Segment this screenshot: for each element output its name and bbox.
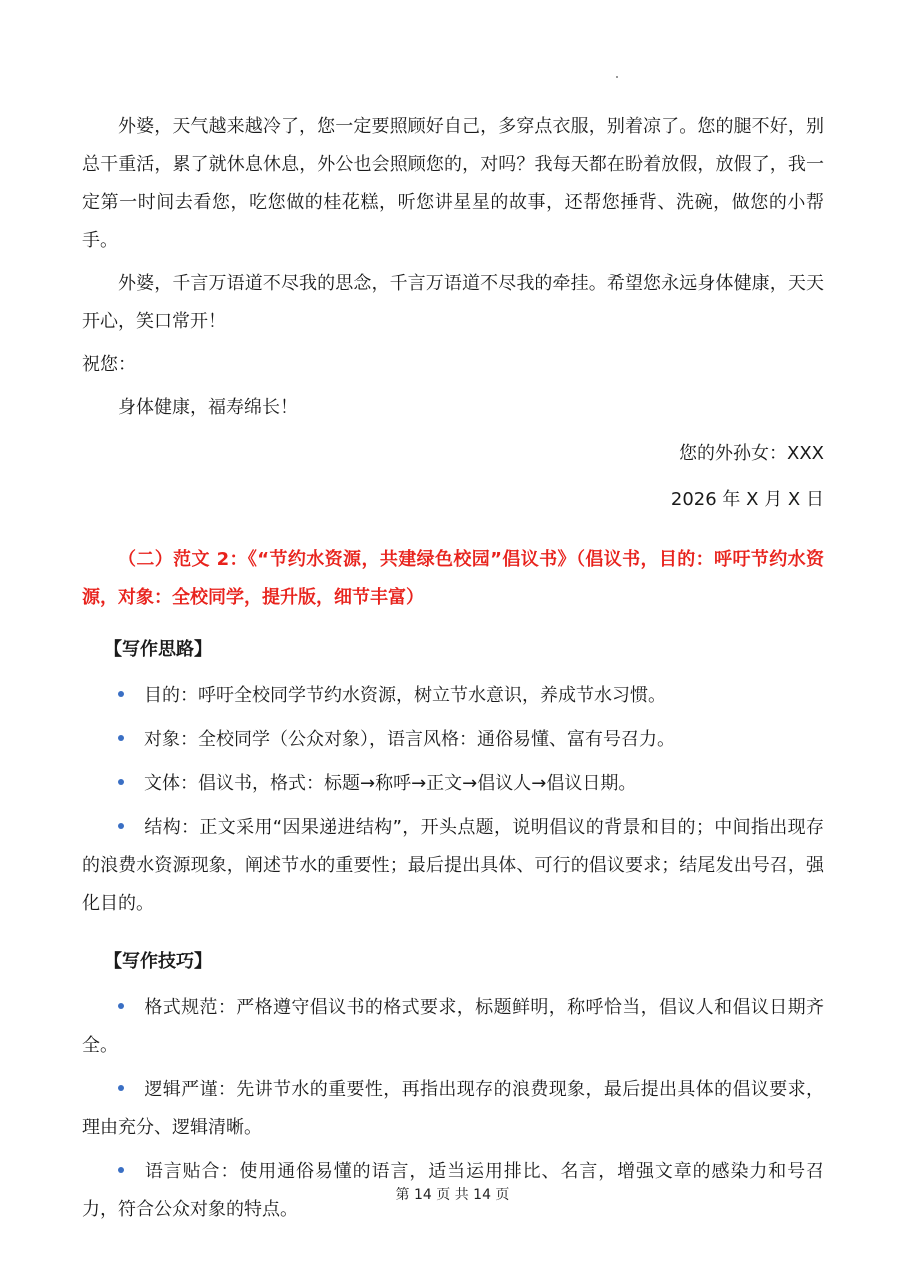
bullet-icon xyxy=(118,1167,124,1173)
letter-wish: 身体健康，福寿绵长！ xyxy=(118,397,298,418)
thinking-item-text: 对象：全校同学（公众对象），语言风格：通俗易懂、富有号召力。 xyxy=(144,729,675,750)
thinking-item-purpose xyxy=(82,677,824,715)
thinking-item-text: 结构：正文采用“因果递进结构”，开头点题，说明倡议的背景和目的；中间指出现存的浪费水资源现象，阐述节水的重要性；最后提出具体、可行的倡议要求；结尾发出号召，强化目的。 xyxy=(82,817,824,914)
letter-date: 2026 年 X 月 X 日 xyxy=(670,489,824,510)
letter-signature: 您的外孙女：XXX xyxy=(679,443,824,464)
bullet-icon xyxy=(118,1003,124,1009)
thinking-item-text: 目的：呼吁全校同学节约水资源，树立节水意识，养成节水习惯。 xyxy=(144,685,666,706)
page-content xyxy=(82,108,824,1235)
section-title: （二）范文 2：《“节约水资源，共建绿色校园”倡议书》（倡议书，目的：呼吁节约水资源，对象：全校同学，提升版，细节丰富） xyxy=(82,549,824,608)
thinking-item-structure xyxy=(82,809,824,923)
thinking-item-genre xyxy=(82,765,824,803)
letter-paragraph-1: 外婆，天气越来越冷了，您一定要照顾好自己，多穿点衣服，别着凉了。您的腿不好，别总干重活，累了就休息休息，外公也会照顾您的，对吗？我每天都在盼着放假，放假了，我一定第一时间去看您，吃您做的桂花糕，听您讲星星的故事，还帮您捶背、洗碗，做您的小帮手。 xyxy=(82,116,824,251)
skills-item-text: 语言贴合：使用通俗易懂的语言，适当运用排比、名言，增强文章的感染力和号召力，符合公众对象的特点。 xyxy=(82,1161,824,1220)
skills-item-format xyxy=(82,989,824,1065)
skills-item-logic xyxy=(82,1071,824,1147)
skills-item-text: 逻辑严谨：先讲节水的重要性，再指出现存的浪费现象，最后提出具体的倡议要求，理由充分、逻辑清晰。 xyxy=(82,1079,824,1138)
letter-salutation: 祝您： xyxy=(82,354,136,375)
bullet-icon xyxy=(118,691,124,697)
bullet-icon xyxy=(118,1085,124,1091)
thinking-item-audience xyxy=(82,721,824,759)
skills-heading: 【写作技巧】 xyxy=(104,951,212,972)
thinking-heading: 【写作思路】 xyxy=(104,639,212,660)
bullet-icon xyxy=(118,823,124,829)
letter-paragraph-2: 外婆，千言万语道不尽我的思念，千言万语道不尽我的牵挂。希望您永远身体健康，天天开心，笑口常开！ xyxy=(82,273,824,332)
page-footer: 第 14 页 共 14 页 xyxy=(395,1187,510,1203)
skills-item-text: 格式规范：严格遵守倡议书的格式要求，标题鲜明，称呼恰当，倡议人和倡议日期齐全。 xyxy=(82,997,824,1056)
bullet-icon xyxy=(118,735,124,741)
scan-speck xyxy=(616,76,618,78)
thinking-item-text: 文体：倡议书，格式：标题→称呼→正文→倡议人→倡议日期。 xyxy=(144,773,637,794)
bullet-icon xyxy=(118,779,124,785)
